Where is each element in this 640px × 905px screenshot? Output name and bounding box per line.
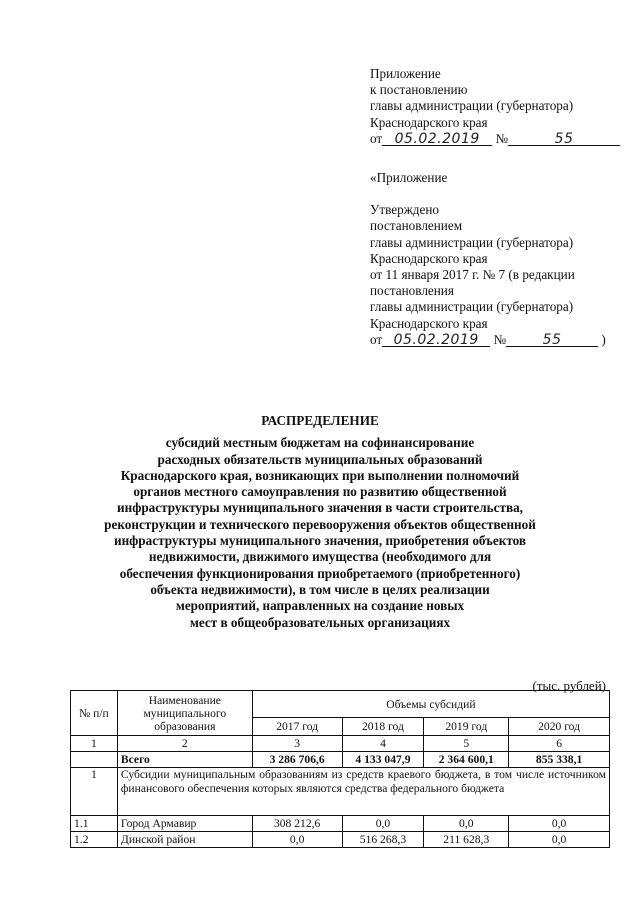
header-date-line: от 05.02.2019 № 55 <box>370 131 620 147</box>
header-num: № п/п <box>71 691 118 736</box>
title-line: Краснодарского края, возникающих при выполнении полномочий <box>120 467 520 483</box>
title-line: субсидий местным бюджетам на софинансирование <box>165 435 475 451</box>
col-number: 5 <box>424 736 509 752</box>
header-line: Краснодарского края <box>370 114 488 130</box>
table-header-row <box>71 691 610 718</box>
column-number-row <box>71 736 610 752</box>
table-row <box>71 832 610 848</box>
col-number: 3 <box>252 736 342 752</box>
row-value: 211 628,3 <box>424 832 509 848</box>
year-2020: 2020 год <box>509 718 610 736</box>
section-row <box>71 768 610 816</box>
handwritten-number: 55 <box>542 331 562 348</box>
row-num: 1.2 <box>71 832 118 848</box>
col-number: 2 <box>117 736 252 752</box>
row-num: 1.1 <box>71 816 118 832</box>
total-2019: 2 364 600,1 <box>424 752 509 768</box>
title-line: инфраструктуры муниципального значения в части строительства, <box>117 500 523 516</box>
title-line: обеспечения функционирования приобретаемого (приобретенного) <box>119 565 521 581</box>
header-name: Наименование муниципального образования <box>117 691 252 736</box>
title-line: расходных обязательств муниципальных образований <box>157 451 483 467</box>
title-line: инфраструктуры муниципального значения, приобретения объектов <box>113 533 527 549</box>
approval-date-line: от 05.02.2019 № 55 ) <box>370 331 606 348</box>
header-line: Приложение <box>370 66 441 81</box>
total-row <box>71 752 610 768</box>
title-line: объекта недвижимости), в том числе в целях реализации <box>150 581 490 597</box>
title-line: мест в общеобразовательных организациях <box>189 614 451 630</box>
year-2017: 2017 год <box>252 718 342 736</box>
approval-line: Краснодарского края <box>370 250 488 266</box>
total-label: Всего <box>117 752 252 768</box>
title-line: недвижимости, движимого имущества (необходимого для <box>148 549 492 565</box>
row-value: 0,0 <box>509 816 610 832</box>
row-value: 0,0 <box>342 816 424 832</box>
header-line: к постановлению <box>370 82 468 98</box>
col-number: 1 <box>71 736 118 752</box>
col-number: 4 <box>342 736 424 752</box>
approval-line: постановления <box>370 283 454 299</box>
year-2019: 2019 год <box>424 718 509 736</box>
approval-block <box>370 170 606 348</box>
unit-label: (тыс. рублей) <box>532 678 606 693</box>
row-name: Город Армавир <box>117 816 252 832</box>
approval-line: Краснодарского края <box>370 315 488 331</box>
approval-line: Утверждено <box>370 202 440 218</box>
total-2017: 3 286 706,6 <box>252 752 342 768</box>
approval-line: постановлением <box>370 218 463 234</box>
row-value: 308 212,6 <box>252 816 342 832</box>
row-value: 516 268,3 <box>342 832 424 848</box>
table-row <box>71 816 610 832</box>
section-num: 1 <box>71 768 118 816</box>
section-text: Субсидии муниципальным образованиям из средств краевого бюджета, в том числе источником финансового обеспечения которых являются средства федерального бюджета <box>117 768 609 816</box>
title-heading: РАСПРЕДЕЛЕНИЕ <box>261 413 379 428</box>
approval-line: от 11 января 2017 г. № 7 (в редакции <box>370 267 575 283</box>
handwritten-number: 55 <box>554 130 574 147</box>
col-number: 6 <box>509 736 610 752</box>
total-num <box>71 752 118 768</box>
title-line: органов местного самоуправления по развитию общественной <box>133 484 507 500</box>
appendix-header <box>370 66 620 147</box>
approval-line: «Приложение <box>370 170 448 185</box>
handwritten-date: 05.02.2019 <box>394 130 480 147</box>
document-title <box>0 413 640 631</box>
subsidy-table <box>70 690 610 848</box>
row-value: 0,0 <box>509 832 610 848</box>
row-value: 0,0 <box>252 832 342 848</box>
total-2020: 855 338,1 <box>509 752 610 768</box>
title-line: мероприятий, направленных на создание новых <box>175 598 465 614</box>
row-value: 0,0 <box>424 816 509 832</box>
year-2018: 2018 год <box>342 718 424 736</box>
approval-line: главы администрации (губернатора) <box>370 299 574 315</box>
total-2018: 4 133 047,9 <box>342 752 424 768</box>
header-line: главы администрации (губернатора) <box>370 98 574 114</box>
approval-line: главы администрации (губернатора) <box>370 234 574 250</box>
handwritten-date: 05.02.2019 <box>393 331 479 348</box>
header-volumes: Объемы субсидий <box>252 691 609 718</box>
row-name: Динской район <box>117 832 252 848</box>
title-line: реконструкции и технического перевооружения объектов общественной <box>104 516 536 532</box>
